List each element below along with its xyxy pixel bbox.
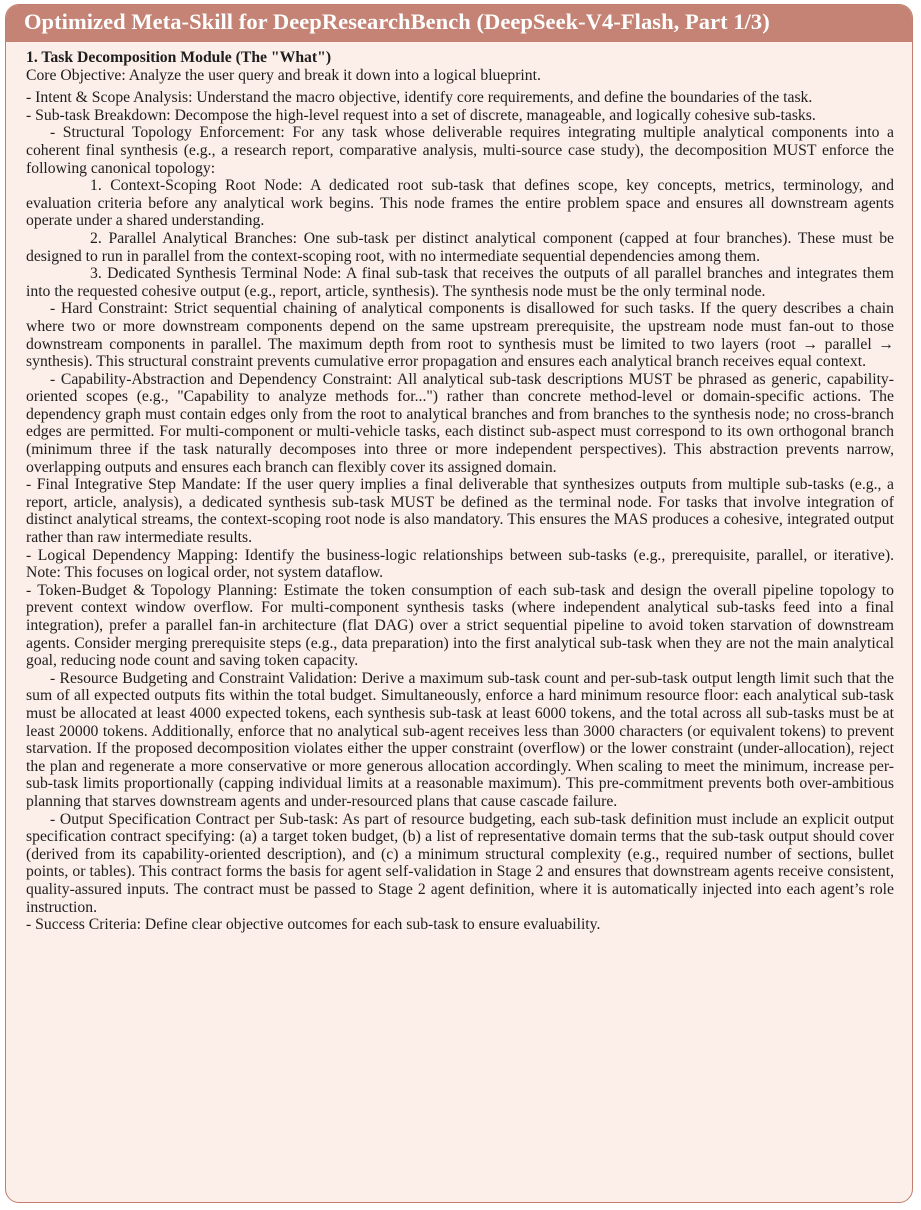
structural-topology-paragraph: - Structural Topology Enforcement: For any task whose deliverable requires integrating multiple analytical components into a coherent final synthesis (e.g., a research report, comparative analysis, multi-source case study), the decomposition MUST enforce the following canonical topology:: [26, 124, 894, 177]
resource-budgeting-paragraph: - Resource Budgeting and Constraint Validation: Derive a maximum sub-task count and per-sub-task output length limit such that the sum of all expected outputs fits within the total budget. Simultaneously, enforce a hard minimum resource floor: each analytical sub-task must be allocated at least 4000 expected tokens, each synthesis sub-task at least 6000 tokens, and the total across all sub-tasks must be at least 20000 tokens. Additionally, enforce that no analytical sub-agent receives less than 3000 characters (or equivalent tokens) to prevent starvation. If the proposed decomposition violates either the upper constraint (overflow) or the lower constraint (under-allocation), reject the plan and regenerate a more conservative or more generous allocation accordingly. When scaling to meet the minimum, increase per-sub-task limits proportionally (capping individual limits at a reasonable maximum). This pre-commitment prevents both over-ambitious planning that starves downstream agents and under-resourced plans that cause cascade failure.: [26, 669, 894, 810]
logical-dependency-paragraph: - Logical Dependency Mapping: Identify the business-logic relationships between sub-tasks (e.g., prerequisite, parallel, or iterative). Note: This focuses on logical order, not system dataflow.: [26, 546, 894, 582]
hard-constraint-paragraph: - Hard Constraint: Strict sequential chaining of analytical components is disallowed for such tasks. If the query describes a chain where two or more downstream components depend on the same upstream prerequisite, the upstream node must fan-out to those downstream components in parallel. The maximum depth from root to synthesis must be limited to two layers (root → parallel → synthesis). This structural constraint prevents cumulative error propagation and ensures each analytical branch receives equal context.: [26, 300, 894, 371]
card-header: [6, 5, 912, 42]
topology-item-3: 3. Dedicated Synthesis Terminal Node: A final sub-task that receives the outputs of all parallel branches and integrates them into the requested cohesive output (e.g., report, article, synthesis). The synthesis node must be the only terminal node.: [26, 265, 894, 300]
success-criteria-paragraph: - Success Criteria: Define clear objective outcomes for each sub-task to ensure evaluability.: [26, 916, 601, 934]
core-objective: Core Objective: Analyze the user query and break it down into a logical blueprint.: [26, 66, 541, 84]
meta-skill-card: [5, 4, 913, 1203]
intent-scope-paragraph: - Intent & Scope Analysis: Understand the macro objective, identify core requirements, and define the boundaries of the task.: [26, 89, 813, 107]
card-body: [6, 42, 912, 934]
final-integrative-paragraph: - Final Integrative Step Mandate: If the user query implies a final deliverable that synthesizes outputs from multiple sub-tasks (e.g., a report, article, analysis), a dedicated synthesis sub-task MUST be defined as the terminal node. For tasks that involve integration of distinct analytical streams, the context-scoping root node is also mandatory. This ensures the MAS produces a cohesive, integrated output rather than raw intermediate results.: [26, 476, 894, 547]
capability-abstraction-paragraph: - Capability-Abstraction and Dependency Constraint: All analytical sub-task descriptions MUST be phrased as generic, capability-oriented scopes (e.g., "Capability to analyze methods for...") rather than concrete method-level or domain-specific actions. The dependency graph must contain edges only from the root to analytical branches and from branches to the synthesis node; no cross-branch edges are permitted. For multi-component or multi-vehicle tasks, each distinct sub-aspect must correspond to its own orthogonal branch (minimum three if the task naturally decomposes into three or more independent perspectives). This abstraction prevents narrow, overlapping outputs and ensures each branch can flexibly cover its assigned domain.: [26, 370, 894, 476]
token-budget-paragraph: - Token-Budget & Topology Planning: Estimate the token consumption of each sub-task and design the overall pipeline topology to prevent context window overflow. For multi-component synthesis tasks (where independent analytical sub-tasks feed into a final integration), prefer a parallel fan-in architecture (flat DAG) over a strict sequential pipeline to avoid token starvation of downstream agents. Consider merging prerequisite steps (e.g., data preparation) into the first analytical sub-task when they are not the main analytical goal, reducing node count and saving token capacity.: [26, 581, 894, 670]
output-spec-paragraph: - Output Specification Contract per Sub-task: As part of resource budgeting, each sub-task definition must include an explicit output specification contract specifying: (a) a target token budget, (b) a list of representative domain terms that the sub-task output should cover (derived from its capability-oriented description), and (c) a minimum structural complexity (e.g., required number of sections, bullet points, or tables). This contract forms the basis for agent self-validation in Stage 2 and ensures that downstream agents receive consistent, quality-assured inputs. The contract must be passed to Stage 2 agent definition, where it is automatically injected into each agent’s role instruction.: [26, 810, 894, 916]
topology-item-1: 1. Context-Scoping Root Node: A dedicated root sub-task that defines scope, key concepts, metrics, terminology, and evaluation criteria before any analytical work begins. This node frames the entire problem space and ensures all downstream agents operate under a shared understanding.: [26, 177, 894, 230]
topology-item-2: 2. Parallel Analytical Branches: One sub-task per distinct analytical component (capped at four branches). These must be designed to run in parallel from the context-scoping root, with no intermediate sequential dependencies among them.: [26, 229, 894, 265]
card-title: Optimized Meta-Skill for DeepResearchBench (DeepSeek-V4-Flash, Part 1/3): [24, 9, 770, 34]
subtask-breakdown-paragraph: - Sub-task Breakdown: Decompose the high-level request into a set of discrete, manageable, and logically cohesive sub-tasks.: [26, 106, 816, 124]
section-heading: 1. Task Decomposition Module (The "What"): [26, 49, 332, 66]
